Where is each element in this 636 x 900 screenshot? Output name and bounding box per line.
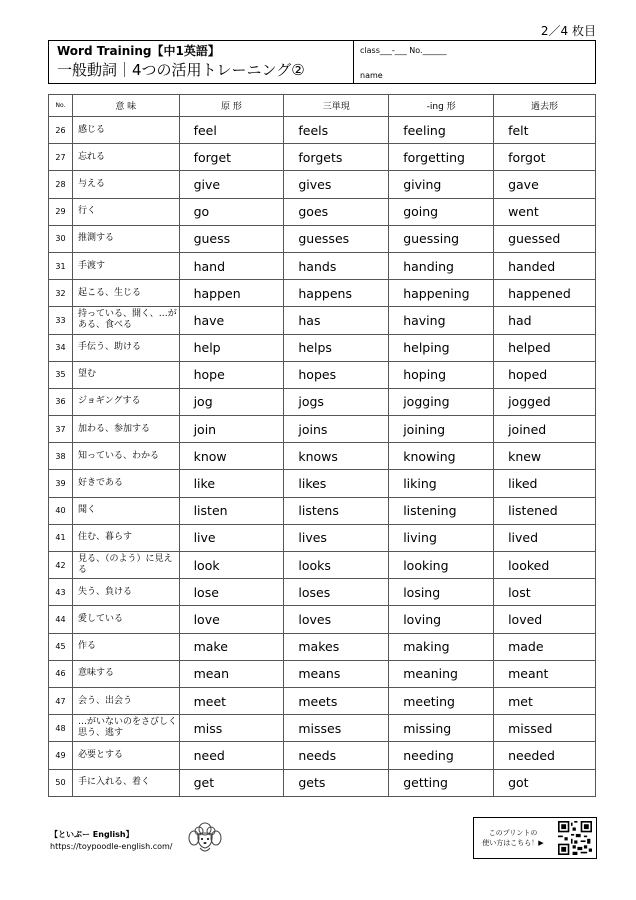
third-person-cell: misses [284, 715, 389, 742]
table-row [49, 416, 596, 443]
meaning-cell: 望む [72, 361, 179, 388]
table-row [49, 470, 596, 497]
past-form-cell: lived [494, 524, 596, 551]
row-number: 26 [49, 117, 73, 144]
base-form-cell: hope [179, 361, 284, 388]
ing-form-cell: liking [389, 470, 494, 497]
ing-form-cell: jogging [389, 388, 494, 415]
meaning-cell: ジョギングする [72, 388, 179, 415]
row-number: 48 [49, 715, 73, 742]
table-row [49, 388, 596, 415]
base-form-cell: live [179, 524, 284, 551]
third-person-cell: gets [284, 769, 389, 796]
row-number: 30 [49, 225, 73, 252]
past-form-cell: felt [494, 117, 596, 144]
ing-form-cell: listening [389, 497, 494, 524]
ing-form-cell: getting [389, 769, 494, 796]
base-form-cell: mean [179, 660, 284, 687]
ing-form-cell: feeling [389, 117, 494, 144]
base-form-cell: know [179, 443, 284, 470]
third-person-cell: likes [284, 470, 389, 497]
title-english: Word Training【中1英語】 [57, 44, 220, 58]
base-form-cell: help [179, 334, 284, 361]
past-form-cell: happened [494, 280, 596, 307]
table-row [49, 687, 596, 714]
past-form-cell: made [494, 633, 596, 660]
meaning-cell: 推測する [72, 225, 179, 252]
meaning-cell: 失う、負ける [72, 579, 179, 606]
past-form-cell: needed [494, 742, 596, 769]
base-form-cell: happen [179, 280, 284, 307]
ing-form-cell: giving [389, 171, 494, 198]
third-person-cell: hands [284, 252, 389, 279]
ing-form-cell: needing [389, 742, 494, 769]
row-number: 40 [49, 497, 73, 524]
meaning-cell: 手渡す [72, 252, 179, 279]
base-form-cell: need [179, 742, 284, 769]
past-form-cell: handed [494, 252, 596, 279]
past-form-cell: missed [494, 715, 596, 742]
third-person-cell: helps [284, 334, 389, 361]
usage-guide-text: このプリントの 使い方はこちら！▶ [482, 829, 544, 847]
row-number: 47 [49, 687, 73, 714]
past-form-cell: loved [494, 606, 596, 633]
past-form-cell: guessed [494, 225, 596, 252]
row-number: 37 [49, 416, 73, 443]
past-form-cell: helped [494, 334, 596, 361]
third-person-cell: hopes [284, 361, 389, 388]
row-number: 41 [49, 524, 73, 551]
third-person-cell: loves [284, 606, 389, 633]
student-info-block [354, 41, 595, 83]
row-number: 28 [49, 171, 73, 198]
table-row [49, 769, 596, 796]
meaning-cell: 必要とする [72, 742, 179, 769]
base-form-cell: listen [179, 497, 284, 524]
table-row [49, 280, 596, 307]
meaning-cell: 加わる、参加する [72, 416, 179, 443]
ing-form-cell: having [389, 307, 494, 334]
table-row [49, 252, 596, 279]
past-form-cell: knew [494, 443, 596, 470]
qr-code-icon[interactable] [558, 821, 592, 855]
row-number: 31 [49, 252, 73, 279]
table-row [49, 742, 596, 769]
table-row [49, 443, 596, 470]
base-form-cell: give [179, 171, 284, 198]
ing-form-cell: meaning [389, 660, 494, 687]
past-form-cell: liked [494, 470, 596, 497]
table-row [49, 117, 596, 144]
base-form-cell: hand [179, 252, 284, 279]
row-number: 36 [49, 388, 73, 415]
table-row [49, 497, 596, 524]
past-form-cell: forgot [494, 144, 596, 171]
meaning-cell: 知っている、わかる [72, 443, 179, 470]
base-form-cell: get [179, 769, 284, 796]
third-person-cell: feels [284, 117, 389, 144]
ing-form-cell: missing [389, 715, 494, 742]
table-row [49, 660, 596, 687]
past-form-cell: lost [494, 579, 596, 606]
third-person-cell: has [284, 307, 389, 334]
table-row [49, 171, 596, 198]
third-person-cell: goes [284, 198, 389, 225]
table-row [49, 715, 596, 742]
ing-form-cell: losing [389, 579, 494, 606]
past-form-cell: went [494, 198, 596, 225]
row-number: 42 [49, 552, 73, 579]
base-form-cell: lose [179, 579, 284, 606]
title-japanese: 一般動詞｜4つの活用トレーニング② [57, 61, 305, 79]
meaning-cell: 忘れる [72, 144, 179, 171]
third-person-cell: loses [284, 579, 389, 606]
third-person-cell: knows [284, 443, 389, 470]
header-no: No. [49, 95, 73, 117]
past-form-cell: got [494, 769, 596, 796]
ing-form-cell: living [389, 524, 494, 551]
table-row [49, 606, 596, 633]
past-form-cell: had [494, 307, 596, 334]
meaning-cell: 好きである [72, 470, 179, 497]
past-form-cell: looked [494, 552, 596, 579]
meaning-cell: 手伝う、助ける [72, 334, 179, 361]
ing-form-cell: knowing [389, 443, 494, 470]
base-form-cell: miss [179, 715, 284, 742]
base-form-cell: make [179, 633, 284, 660]
ing-form-cell: forgetting [389, 144, 494, 171]
meaning-cell: 感じる [72, 117, 179, 144]
base-form-cell: like [179, 470, 284, 497]
meaning-cell: 行く [72, 198, 179, 225]
table-row [49, 144, 596, 171]
row-number: 35 [49, 361, 73, 388]
third-person-cell: joins [284, 416, 389, 443]
row-number: 33 [49, 307, 73, 334]
base-form-cell: guess [179, 225, 284, 252]
meaning-cell: 住む、暮らす [72, 524, 179, 551]
third-person-cell: looks [284, 552, 389, 579]
ing-form-cell: happening [389, 280, 494, 307]
base-form-cell: have [179, 307, 284, 334]
header-third-person: 三単現 [284, 95, 389, 117]
row-number: 45 [49, 633, 73, 660]
table-row [49, 361, 596, 388]
third-person-cell: forgets [284, 144, 389, 171]
third-person-cell: jogs [284, 388, 389, 415]
class-number-field: class___-___ No.______ [360, 46, 447, 55]
past-form-cell: listened [494, 497, 596, 524]
table-row [49, 198, 596, 225]
meaning-cell: 持っている、開く、…がある、食べる [72, 307, 179, 334]
third-person-cell: guesses [284, 225, 389, 252]
table-row [49, 307, 596, 334]
base-form-cell: jog [179, 388, 284, 415]
ing-form-cell: guessing [389, 225, 494, 252]
past-form-cell: meant [494, 660, 596, 687]
past-form-cell: jogged [494, 388, 596, 415]
row-number: 49 [49, 742, 73, 769]
ing-form-cell: going [389, 198, 494, 225]
row-number: 34 [49, 334, 73, 361]
meaning-cell: 手に入れる、着く [72, 769, 179, 796]
row-number: 27 [49, 144, 73, 171]
row-number: 29 [49, 198, 73, 225]
page-number: 2／4 枚目 [540, 24, 596, 38]
row-number: 50 [49, 769, 73, 796]
usage-guide-link[interactable] [473, 817, 597, 859]
row-number: 32 [49, 280, 73, 307]
brand-name: 【といぷー English】 [50, 830, 134, 839]
table-header-row [49, 95, 596, 117]
third-person-cell: makes [284, 633, 389, 660]
base-form-cell: love [179, 606, 284, 633]
meaning-cell: 会う、出会う [72, 687, 179, 714]
base-form-cell: feel [179, 117, 284, 144]
ing-form-cell: joining [389, 416, 494, 443]
table-row [49, 633, 596, 660]
third-person-cell: meets [284, 687, 389, 714]
meaning-cell: 聞く [72, 497, 179, 524]
table-row [49, 334, 596, 361]
name-field: name [360, 71, 383, 80]
header-meaning: 意 味 [72, 95, 179, 117]
meaning-cell: 見る、（のよう）に見える [72, 552, 179, 579]
third-person-cell: gives [284, 171, 389, 198]
meaning-cell: 起こる、生じる [72, 280, 179, 307]
row-number: 44 [49, 606, 73, 633]
past-form-cell: met [494, 687, 596, 714]
third-person-cell: happens [284, 280, 389, 307]
row-number: 43 [49, 579, 73, 606]
meaning-cell: 愛している [72, 606, 179, 633]
table-row [49, 579, 596, 606]
past-form-cell: gave [494, 171, 596, 198]
base-form-cell: join [179, 416, 284, 443]
meaning-cell: 作る [72, 633, 179, 660]
header-past-form: 過去形 [494, 95, 596, 117]
meaning-cell: …がいないのをさびしく思う、逃す [72, 715, 179, 742]
third-person-cell: lives [284, 524, 389, 551]
verb-conjugation-table [48, 94, 596, 797]
row-number: 39 [49, 470, 73, 497]
ing-form-cell: making [389, 633, 494, 660]
base-form-cell: go [179, 198, 284, 225]
poodle-mascot-icon [186, 820, 224, 856]
ing-form-cell: loving [389, 606, 494, 633]
base-form-cell: meet [179, 687, 284, 714]
site-url[interactable]: https://toypoodle-english.com/ [50, 842, 173, 851]
base-form-cell: forget [179, 144, 284, 171]
base-form-cell: look [179, 552, 284, 579]
row-number: 38 [49, 443, 73, 470]
header-ing-form: -ing 形 [389, 95, 494, 117]
ing-form-cell: handing [389, 252, 494, 279]
meaning-cell: 与える [72, 171, 179, 198]
ing-form-cell: meeting [389, 687, 494, 714]
header-base-form: 原 形 [179, 95, 284, 117]
table-row [49, 524, 596, 551]
ing-form-cell: looking [389, 552, 494, 579]
worksheet-header [48, 40, 596, 84]
ing-form-cell: hoping [389, 361, 494, 388]
table-row [49, 552, 596, 579]
title-block [49, 41, 354, 83]
meaning-cell: 意味する [72, 660, 179, 687]
row-number: 46 [49, 660, 73, 687]
third-person-cell: needs [284, 742, 389, 769]
table-row [49, 225, 596, 252]
third-person-cell: listens [284, 497, 389, 524]
third-person-cell: means [284, 660, 389, 687]
past-form-cell: joined [494, 416, 596, 443]
past-form-cell: hoped [494, 361, 596, 388]
ing-form-cell: helping [389, 334, 494, 361]
